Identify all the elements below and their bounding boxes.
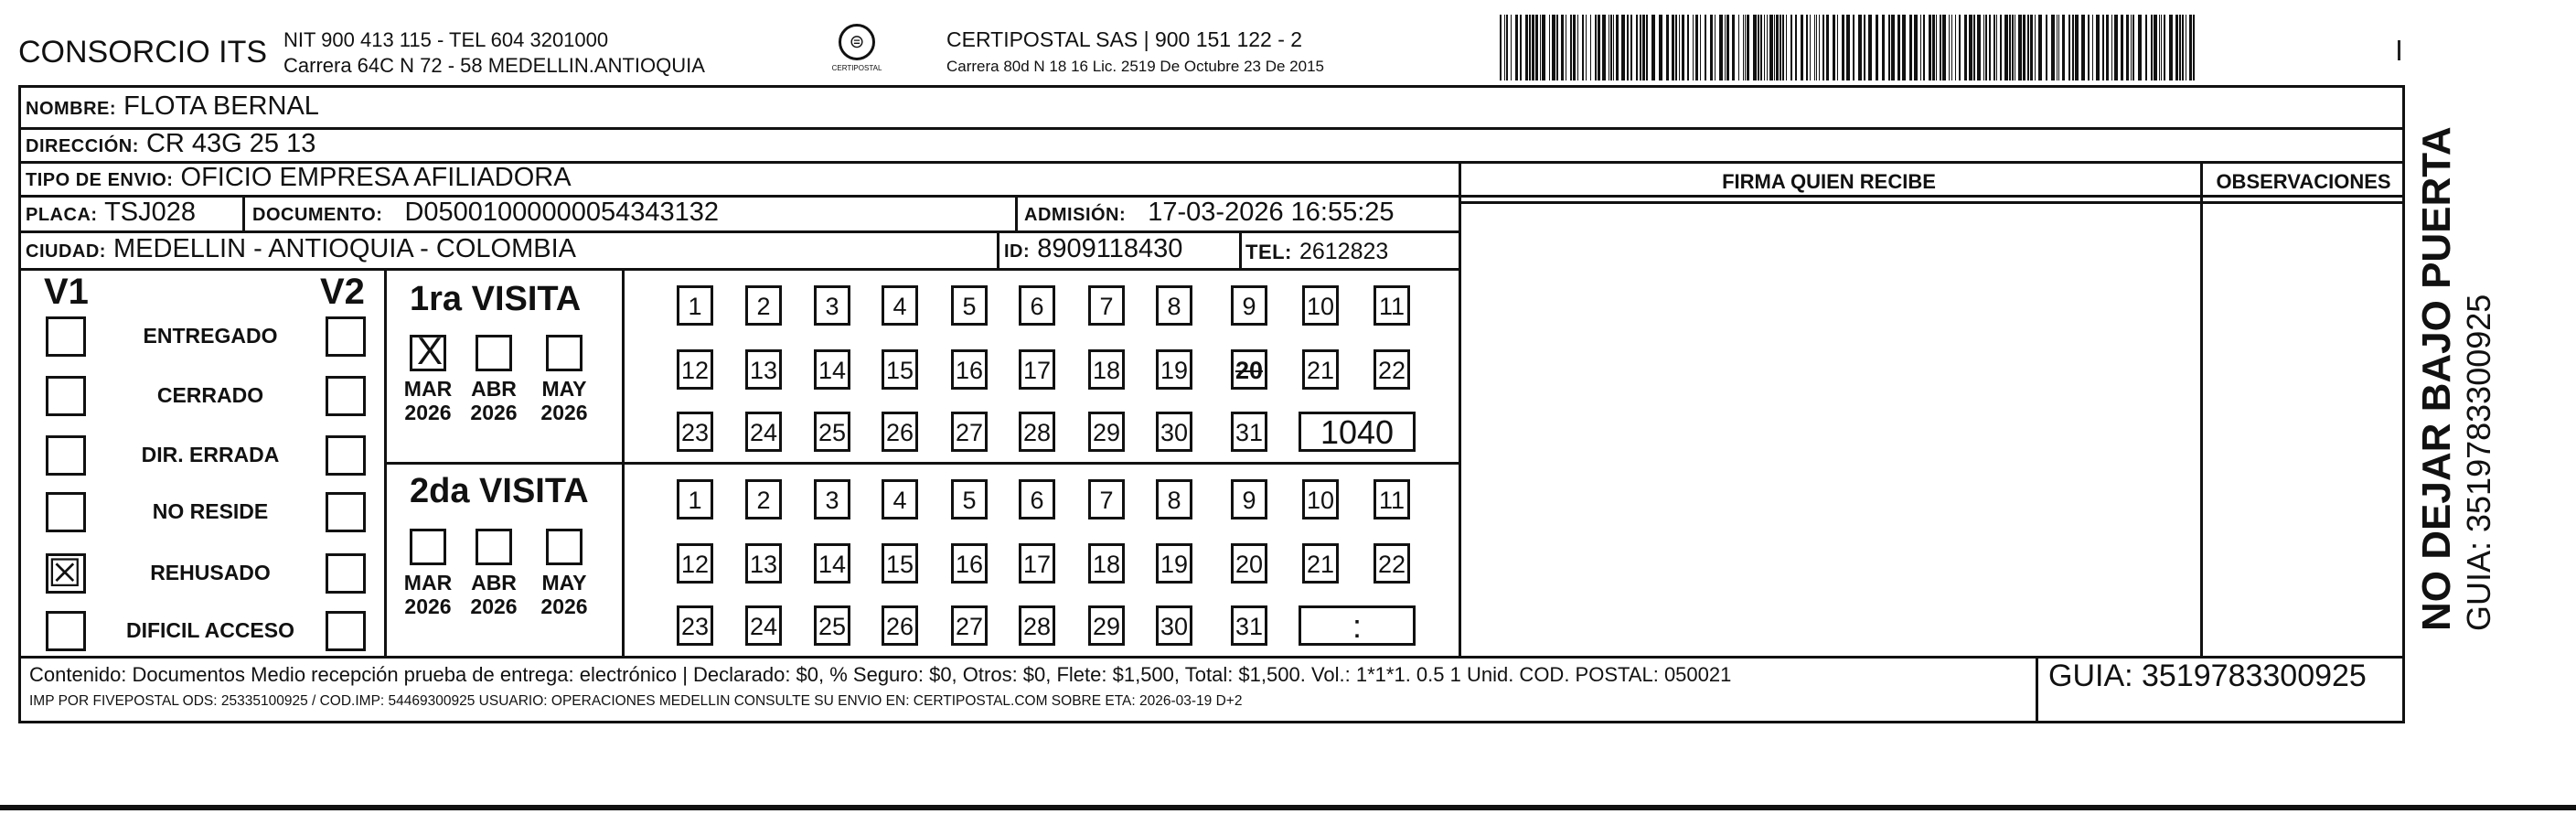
rule bbox=[18, 127, 2405, 130]
visit2-day-box[interactable]: 4 bbox=[882, 479, 918, 519]
cert-line2: Carrera 80d N 18 16 Lic. 2519 De Octubre 23 De 2015 bbox=[946, 58, 1324, 75]
rule bbox=[18, 268, 1459, 271]
address-line: Carrera 64C N 72 - 58 MEDELLIN.ANTIOQUIA bbox=[283, 54, 705, 77]
visit2-month-checkbox[interactable] bbox=[410, 529, 446, 565]
visit2-day-box[interactable]: 1 bbox=[677, 479, 713, 519]
no-dejar-warning: NO DEJAR BAJO PUERTA bbox=[2414, 126, 2459, 631]
visit2-day-box[interactable]: 20 bbox=[1231, 543, 1267, 584]
visit2-day-box[interactable]: 2 bbox=[745, 479, 782, 519]
month-name: MAY bbox=[541, 377, 587, 401]
observaciones-header: OBSERVACIONES bbox=[2216, 170, 2391, 193]
visit2-day-box[interactable]: 28 bbox=[1019, 605, 1055, 646]
company-name: CONSORCIO ITS bbox=[18, 35, 268, 70]
month-year: 2026 bbox=[540, 594, 588, 618]
visit2-day-box[interactable]: 13 bbox=[745, 543, 782, 584]
id-label: ID: bbox=[1004, 241, 1031, 262]
visit1-day-box[interactable]: 17 bbox=[1019, 349, 1055, 390]
visit2-day-box[interactable]: 21 bbox=[1302, 543, 1339, 584]
visit1-hour-box[interactable]: 1040 bbox=[1299, 412, 1416, 452]
nombre-row bbox=[26, 91, 319, 122]
barcode bbox=[1500, 15, 2195, 80]
company-info bbox=[283, 27, 705, 79]
visit2-day-box[interactable]: 15 bbox=[882, 543, 918, 584]
rule bbox=[622, 268, 625, 656]
visit1-day-box[interactable]: 18 bbox=[1088, 349, 1125, 390]
visit2-day-box[interactable]: 24 bbox=[745, 605, 782, 646]
status-label: CERRADO bbox=[156, 383, 264, 407]
visit1-title: 1ra VISITA bbox=[410, 280, 582, 318]
rule bbox=[1239, 230, 1242, 268]
nit-line: NIT 900 413 115 - TEL 604 3201000 bbox=[283, 28, 609, 51]
visit1-day-box[interactable]: 8 bbox=[1156, 285, 1192, 326]
documento-value: D05001000000054343132 bbox=[404, 198, 719, 227]
visit2-hour-box[interactable]: : bbox=[1299, 605, 1416, 646]
month-year: 2026 bbox=[404, 401, 452, 424]
visit1-day-box[interactable]: 3 bbox=[814, 285, 850, 326]
visit2-day-box[interactable]: 7 bbox=[1088, 479, 1125, 519]
placa-value: TSJ028 bbox=[104, 198, 197, 227]
side-text bbox=[2414, 126, 2498, 631]
id-value: 8909118430 bbox=[1037, 234, 1183, 263]
visit1-month-label bbox=[537, 377, 592, 424]
status-label: DIFICIL ACCESO bbox=[125, 618, 294, 642]
direccion-row bbox=[26, 129, 315, 159]
visit1-month-checkbox[interactable] bbox=[546, 335, 583, 371]
visit1-day-box[interactable]: 21 bbox=[1302, 349, 1339, 390]
v2-checkbox[interactable] bbox=[326, 376, 366, 416]
rule bbox=[18, 230, 1459, 233]
rule bbox=[2200, 161, 2203, 656]
visit1-day-box[interactable]: 25 bbox=[814, 412, 850, 452]
v2-header: V2 bbox=[320, 272, 365, 312]
rehusado-mark: ☒ bbox=[48, 552, 82, 594]
visit2-day-box[interactable]: 19 bbox=[1156, 543, 1192, 584]
status-label: ENTREGADO bbox=[143, 324, 278, 348]
visit1-day-box[interactable]: 7 bbox=[1088, 285, 1125, 326]
visit1-day-box[interactable]: 4 bbox=[882, 285, 918, 326]
documento-label: DOCUMENTO: bbox=[252, 205, 383, 225]
tel-value: 2612823 bbox=[1299, 239, 1389, 264]
v1-checkbox[interactable] bbox=[46, 376, 86, 416]
rule bbox=[1459, 161, 1461, 656]
rule bbox=[384, 268, 387, 656]
visit1-day-box[interactable]: 19 bbox=[1156, 349, 1192, 390]
visit1-day-box[interactable]: 2 bbox=[745, 285, 782, 326]
status-label: NO RESIDE bbox=[152, 499, 269, 523]
visit2-day-box[interactable]: 3 bbox=[814, 479, 850, 519]
visit1-day-box[interactable]: 11 bbox=[1374, 285, 1410, 326]
visit2-day-box[interactable]: 5 bbox=[951, 479, 988, 519]
nombre-label: NOMBRE: bbox=[26, 99, 117, 119]
visit1-day-box[interactable]: 20 bbox=[1231, 349, 1267, 390]
visit1-day-box[interactable]: 26 bbox=[882, 412, 918, 452]
visit2-day-box[interactable]: 14 bbox=[814, 543, 850, 584]
direccion-label: DIRECCIÓN: bbox=[26, 136, 139, 156]
visit2-day-box[interactable]: 31 bbox=[1231, 605, 1267, 646]
visit1-day-box[interactable]: 15 bbox=[882, 349, 918, 390]
tel-label: TEL: bbox=[1245, 241, 1292, 263]
month-year: 2026 bbox=[470, 401, 518, 424]
visit2-day-box[interactable]: 22 bbox=[1374, 543, 1410, 584]
nombre-value: FLOTA BERNAL bbox=[123, 91, 319, 121]
visit2-day-box[interactable]: 16 bbox=[951, 543, 988, 584]
month-name: ABR bbox=[471, 571, 517, 594]
visit1-day-box[interactable]: 24 bbox=[745, 412, 782, 452]
visit1-day-box[interactable]: 14 bbox=[814, 349, 850, 390]
visit2-month-checkbox[interactable] bbox=[546, 529, 583, 565]
visit1-day-box[interactable]: 16 bbox=[951, 349, 988, 390]
visit1-day-box[interactable]: 22 bbox=[1374, 349, 1410, 390]
visit2-month-label bbox=[466, 571, 521, 618]
visit2-day-box[interactable]: 30 bbox=[1156, 605, 1192, 646]
visit1-day-box[interactable]: 28 bbox=[1019, 412, 1055, 452]
visit2-day-box[interactable]: 10 bbox=[1302, 479, 1339, 519]
visit1-day-box[interactable]: 29 bbox=[1088, 412, 1125, 452]
month-name: MAR bbox=[403, 377, 453, 401]
admision-value: 17-03-2026 16:55:25 bbox=[1148, 198, 1395, 227]
visit2-day-box[interactable]: 25 bbox=[814, 605, 850, 646]
visit1-month-label bbox=[401, 377, 455, 424]
visit1-day-box[interactable]: 1 bbox=[677, 285, 713, 326]
rule bbox=[18, 656, 2405, 659]
placa-label: PLACA: bbox=[26, 205, 98, 225]
visit2-day-box[interactable]: 6 bbox=[1019, 479, 1055, 519]
rule bbox=[1015, 195, 1018, 230]
documento-row bbox=[252, 198, 719, 228]
visit2-day-box[interactable]: 9 bbox=[1231, 479, 1267, 519]
direccion-value: CR 43G 25 13 bbox=[145, 129, 316, 158]
v2-checkbox[interactable] bbox=[326, 492, 366, 532]
rule bbox=[384, 462, 1459, 465]
rule bbox=[2036, 656, 2038, 723]
status-label: REHUSADO bbox=[150, 561, 271, 584]
v2-checkbox[interactable] bbox=[326, 611, 366, 651]
ciudad-label: CIUDAD: bbox=[26, 241, 106, 262]
placa-row bbox=[26, 198, 196, 228]
rule bbox=[1459, 201, 2405, 204]
month-year: 2026 bbox=[404, 594, 452, 618]
logo-text: CERTIPOSTAL bbox=[831, 64, 882, 72]
v1-checkbox[interactable] bbox=[46, 435, 86, 476]
visit1-day-box[interactable]: 23 bbox=[677, 412, 713, 452]
visit2-day-box[interactable]: 8 bbox=[1156, 479, 1192, 519]
ciudad-row bbox=[26, 234, 576, 264]
admision-row bbox=[1024, 198, 1395, 228]
visit2-day-box[interactable]: 23 bbox=[677, 605, 713, 646]
visit2-day-box[interactable]: 18 bbox=[1088, 543, 1125, 584]
visit1-day-box[interactable]: 31 bbox=[1231, 412, 1267, 452]
v2-checkbox[interactable] bbox=[326, 435, 366, 476]
margin-mark bbox=[2398, 40, 2400, 60]
admision-label: ADMISIÓN: bbox=[1024, 205, 1127, 225]
visit2-month-checkbox[interactable] bbox=[476, 529, 512, 565]
certipostal-logo bbox=[828, 24, 886, 79]
v1-checkbox[interactable] bbox=[46, 316, 86, 357]
visit1-day-box[interactable]: 12 bbox=[677, 349, 713, 390]
ciudad-value: MEDELLIN - ANTIOQUIA - COLOMBIA bbox=[113, 234, 576, 263]
month-name: MAY bbox=[541, 571, 587, 594]
rule bbox=[997, 230, 999, 268]
certipostal-info bbox=[946, 26, 1324, 80]
month-year: 2026 bbox=[540, 401, 588, 424]
visit2-day-box[interactable]: 11 bbox=[1374, 479, 1410, 519]
id-row bbox=[1004, 234, 1182, 264]
month-year: 2026 bbox=[470, 594, 518, 618]
tel-row bbox=[1245, 236, 1388, 266]
visit2-title: 2da VISITA bbox=[410, 472, 589, 510]
visit2-day-box[interactable]: 29 bbox=[1088, 605, 1125, 646]
visit2-month-label bbox=[537, 571, 592, 618]
firma-header: FIRMA QUIEN RECIBE bbox=[1722, 170, 1936, 193]
tipo-label: TIPO DE ENVIO: bbox=[26, 170, 174, 190]
status-label: DIR. ERRADA bbox=[141, 443, 280, 466]
guia-number: GUIA: 3519783300925 bbox=[2048, 659, 2367, 693]
visit2-day-box[interactable]: 27 bbox=[951, 605, 988, 646]
visit1-day-box[interactable]: 5 bbox=[951, 285, 988, 326]
visit1-day-box[interactable]: 13 bbox=[745, 349, 782, 390]
visit1-month-label bbox=[466, 377, 521, 424]
visit2-day-box[interactable]: 17 bbox=[1019, 543, 1055, 584]
v2-checkbox[interactable] bbox=[326, 553, 366, 594]
visit2-day-box[interactable]: 12 bbox=[677, 543, 713, 584]
impresion-line: IMP POR FIVEPOSTAL ODS: 25335100925 / COD.IMP: 54469300925 USUARIO: OPERACIONES MEDELLIN CONSULTE SU ENVIO EN: CERTIPOSTAL.COM SOBRE ETA: 2026-03-19 D+2 bbox=[29, 693, 1243, 709]
visit1-day-box[interactable]: 30 bbox=[1156, 412, 1192, 452]
side-guia: GUIA: 3519783300925 bbox=[2460, 294, 2497, 631]
bottom-edge bbox=[0, 805, 2576, 810]
v2-checkbox[interactable] bbox=[326, 316, 366, 357]
logo-icon: ⊜ bbox=[839, 24, 875, 60]
visit1-month-checkbox[interactable] bbox=[476, 335, 512, 371]
tipo-value: OFICIO EMPRESA AFILIADORA bbox=[180, 163, 572, 192]
contenido-line: Contenido: Documentos Medio recepción prueba de entrega: electrónico | Declarado: $0, % Seguro: $0, Otros: $0, Flete: $1,500, Total: $1,500. Vol.: 1*1*1. 0.5 1 Unid. COD. POSTAL: 050021 bbox=[29, 663, 1732, 686]
v1-checkbox[interactable] bbox=[46, 492, 86, 532]
rule bbox=[242, 195, 245, 230]
visit1-month-mark: X bbox=[417, 329, 444, 372]
visit2-month-label bbox=[401, 571, 455, 618]
visit1-day-box[interactable]: 9 bbox=[1231, 285, 1267, 326]
v1-checkbox[interactable] bbox=[46, 611, 86, 651]
v1-header: V1 bbox=[44, 272, 89, 312]
cert-line1: CERTIPOSTAL SAS | 900 151 122 - 2 bbox=[946, 27, 1303, 51]
visit1-day-box[interactable]: 27 bbox=[951, 412, 988, 452]
visit1-day-box[interactable]: 6 bbox=[1019, 285, 1055, 326]
visit1-day-box[interactable]: 10 bbox=[1302, 285, 1339, 326]
month-name: MAR bbox=[403, 571, 453, 594]
month-name: ABR bbox=[471, 377, 517, 401]
tipo-row bbox=[26, 163, 572, 193]
visit2-day-box[interactable]: 26 bbox=[882, 605, 918, 646]
